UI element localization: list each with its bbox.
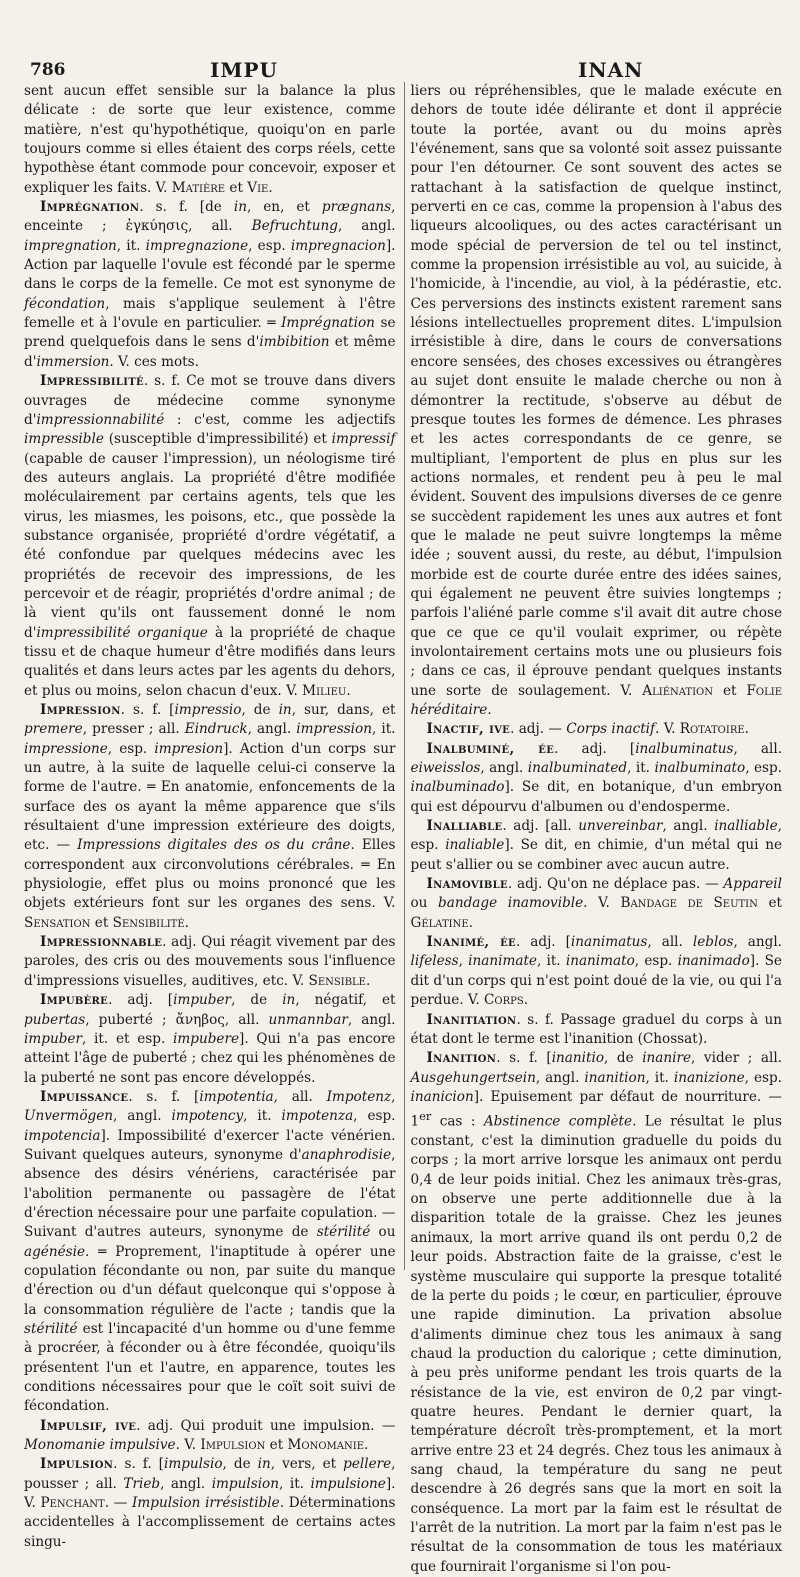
text-columns bbox=[24, 82, 783, 1575]
entry-inanime: Inanimé, ée. adj. [inanimatus, all. leblos, angl. lifeless, inanimate, it. inanimato, esp. inanimado]. Se dit d'un corps qui n'est point doué de la vie, ou qui l'a perdue. V. Corps. bbox=[410, 934, 782, 1009]
entry-inalliable: Inalliable. adj. [all. unvereinbar, angl. inalliable, esp. inaliable]. Se dit, en chimie, d'un métal qui ne peut s'allier ou se combiner avec aucun autre. bbox=[410, 818, 782, 873]
entry-impregnation: Imprégnation. s. f. [de in, en, et prægnans, enceinte ; ἐγκύησις, all. Befruchtung, angl. impregnation, it. impregnazione, esp. impregnacion]. Action par laquelle l'ovule est fécondé par le sperme dans le corps de la femelle. Ce mot est synonyme de fécondation, mais s'applique seulement à l'être femelle et à l'ovule en particulier. ═ Imprégnation se prend quelquefois dans le sens d'imbibition et même d'immersion. V. ces mots. bbox=[24, 199, 396, 370]
entry-inanitiation: Inanitiation. s. f. Passage graduel du corps à un état dont le terme est l'inanition (Chossat). bbox=[410, 1011, 782, 1047]
left-guide-word: IMPU bbox=[210, 58, 278, 82]
entry-impulsif: Impulsif, ive. adj. Qui produit une impulsion. — Monomanie impulsive. V. Impulsion et Monomanie. bbox=[24, 1417, 396, 1454]
entry-impulsion: Impulsion. s. f. [impulsio, de in, vers, et pellere, pousser ; all. Trieb, angl. impulsion, it. impulsione]. V. Penchant. — Impulsion irrésistible. Déterminations accidentelles à l'accomplissement de certains actes singu- bbox=[24, 1456, 396, 1550]
entry-inanition: Inanition. s. f. [inanitio, de inanire, vider ; all. Ausgehungertsein, angl. inanition, it. inanizione, esp. inanicion]. Epuisement par défaut de nourriture. — 1er cas : Abstinence complète. Le résultat le plus constant, c'est la diminution graduelle du poids du corps ; la mort arrive lorsque les animaux ont perdu 0,4 de leur poids initial. Chez les animaux très-gras, on observe une perte additionnelle due à la disparition totale de la graisse. Chez les jeunes animaux, la mort arrive quand ils ont perdu 0,2 de leur poids. Abstraction faite de la graisse, c'est le système musculaire qui supporte la presque totalité de la perte du poids ; le cœur, en particulier, éprouve une rapide diminution. La privation absolue d'aliments diminue chez tous les animaux à sang chaud la production du calorique ; cette diminution, à peu près uniforme pendant les trois quarts de la résistance de la vie, est environ de 0,2 par vingt-quatre heures. Pendant le dernier quart, la température décroît très-promptement, et la mort arrive entre 23 et 24 degrés. Chez tous les animaux à sang chaud, la température du sang ne peut descendre à 26 degrés sans que la mort en soit la conséquence. La mort par la faim est le résultat de l'arrêt de la nutrition. La mort par la faim n'est pas le résultat de la consommation de tous les matériaux que fournirait l'organisme si l'on pou- bbox=[410, 1050, 782, 1575]
right-guide-word: INAN bbox=[578, 58, 644, 82]
left-column bbox=[24, 82, 396, 1550]
entry-impuissance: Impuissance. s. f. [impotentia, all. Impotenz, Unvermögen, angl. impotency, it. impotenza, esp. impotencia]. Impossibilité d'exercer l'acte vénérien. Suivant quelques auteurs, synonyme d'anaphrodisie, absence des désirs vénériens, caractérisée par l'abolition permanente ou passagère de l'état d'érection nécessaire pour une parfaite copulation. — Suivant d'autres auteurs, synonyme de stérilité ou agénésie. ═ Proprement, l'inaptitude à opérer une copulation fécondante ou non, par suite du manque d'érection ou d'un défaut quelconque qui s'oppose à la consommation régulière de l'acte ; tandis que la stérilité est l'incapacité d'un homme ou d'une femme à procréer, à féconder ou à être fécondée, quoiqu'ils présentent l'un et l'autre, en apparence, toutes les conditions nécessaires pour que le coït soit suivi de fécondation. bbox=[24, 1088, 396, 1415]
page-number: 786 bbox=[30, 60, 66, 80]
entry-impressionnable: Impressionnable. adj. Qui réagit vivement par des paroles, des cris ou des mouvements sous l'influence d'impressions visuelles, auditives, etc. V. Sensible. bbox=[24, 934, 396, 989]
right-column bbox=[404, 82, 783, 1575]
entry-inamovible: Inamovible. adj. Qu'on ne déplace pas. — Appareil ou bandage inamovible. V. Bandage de Seutin et Gélatine. bbox=[410, 876, 782, 931]
entry-impressibilite: Impressibilité. s. f. Ce mot se trouve dans divers ouvrages de médecine comme synonyme d'impressionnabilité : c'est, comme les adjectifs impressible (susceptible d'impressibilité) et impressif (capable de causer l'impression), un néologisme tiré des auteurs anglais. La propriété d'être modifiée moléculairement par certains agents, tels que les virus, les miasmes, les poisons, etc., que possède la substance organisée, propriété d'ordre végétatif, a été confondue par quelques médecins avec les propriétés de recevoir des impressions, de les percevoir et de réagir, propriétés d'ordre animal ; de là vient qu'ils ont faussement donné le nom d'impressibilité organique à la propriété de chaque tissu et de chaque humeur d'être modifiés dans leurs qualités et dans leurs actes par les agents du dehors, et plus ou moins, selon chacun d'eux. V. Milieu. bbox=[24, 373, 396, 699]
entry-inactif: Inactif, ive. adj. — Corps inactif. V. Rotatoire. bbox=[426, 721, 749, 738]
entry-impression: Impression. s. f. [impressio, de in, sur, dans, et premere, presser ; all. Eindruck, angl. impression, it. impressione, esp. impresion]. Action d'un corps sur un autre, à la suite de laquelle celui-ci conserve la forme de l'autre. ═ En anatomie, enfoncements de la surface des os ayant la même apparence que s'ils résultaient d'une impression extérieure des doigts, etc. — Impressions digitales des os du crâne. Elles correspondent aux circonvolutions cérébrales. ═ En physiologie, effet plus ou moins prononcé que les objets extérieurs font sur les organes des sens. V. Sensation et Sensibilité. bbox=[24, 702, 396, 931]
running-header bbox=[24, 56, 782, 80]
entry-p0: sent aucun effet sensible sur la balance la plus délicate : de sorte que leur existence, comme matière, n'est qu'hypothétique, quoiqu'on en parle toujours comme si elles étaient des corps réels, cette hypothèse étant commode pour concevoir, exposer et expliquer les faits. V. Matière et Vie. bbox=[24, 83, 396, 196]
entry-r0: liers ou répréhensibles, que le malade exécute en dehors de toute idée délirante et dont il apprécie toute la portée, avant ou du moins après l'événement, sans que sa volonté soit assez puissante pour l'en détourner. Ce sont souvent des actes se rattachant à la satisfaction de quelque instinct, perverti en ce cas, comme la propension à l'abus des liqueurs alcooliques, ou des actes caractérisant un mode spécial de perversion de tel ou tel instinct, comme la propension irrésistible au vol, au suicide, à l'homicide, à l'incendie, au viol, à la pédérastie, etc. Ces perversions des instincts existent rarement sans lésions intellectuelles proprement dites. L'impulsion irrésistible à dire, dans le cours de conversations encore sensées, des choses excessives ou étrangères au sujet dont ensuite le malade cherche ou non à démontrer la rectitude, s'observe au début de presque toutes les formes de démence. Les phrases et les actes correspondants de ce genre, se multipliant, l'emportent de plus en plus sur les actions normales, et rendent peu à peu le mal évident. Souvent des impulsions diverses de ce genre se succèdent rapidement les unes aux autres et font que le malade ne peut suivre longtemps la même idée ; souvent aussi, du reste, au début, l'impulsion morbide est de courte durée entre des idées saines, qui également ne peuvent être suivies longtemps ; parfois l'aliéné parle comme s'il avait dit autre chose que ce que ce qu'il voulait exprimer, ou répète involontairement certains mots une ou plusieurs fois ; dans ce cas, il éprouve pendant quelques instants une sorte de soulagement. V. Aliénation et Folie héréditaire. bbox=[410, 83, 783, 718]
entry-impubere: Impubère. adj. [impuber, de in, négatif, et pubertas, puberté ; ἄνηβος, all. unmannbar, angl. impuber, it. et esp. impubere]. Qui n'a pas encore atteint l'âge de puberté ; chez qui les phénomènes de la puberté ne sont pas encore développés. bbox=[24, 992, 396, 1086]
entry-inalbumine: Inalbuminé, ée. adj. [inalbuminatus, all. eiweisslos, angl. inalbuminated, it. inalbuminato, esp. inalbuminado]. Se dit, en botanique, d'un embryon qui est dépourvu d'albumen ou d'endosperme. bbox=[410, 740, 783, 815]
